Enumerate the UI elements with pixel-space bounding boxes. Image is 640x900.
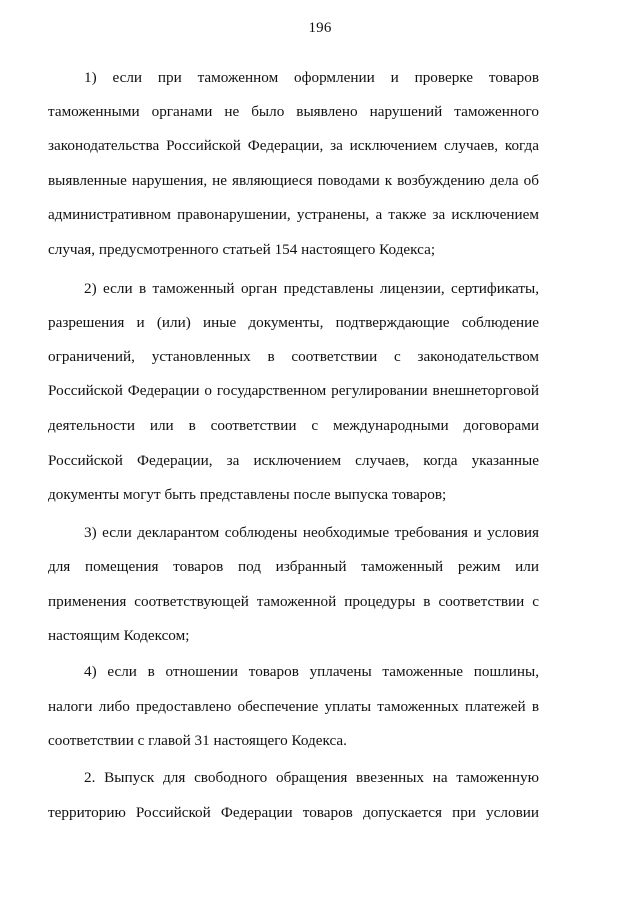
paragraph-4-line-3: соответствии с главой 31 настоящего Кодекса. xyxy=(48,732,347,749)
page-number: 196 xyxy=(308,20,332,36)
paragraph-2-line-6: Российской Федерации, за исключением случаев, когда указанные xyxy=(48,452,539,469)
paragraph-1-line-3: законодательства Российской Федерации, за исключением случаев, когда xyxy=(48,137,539,154)
paragraph-1-line-1: 1) если при таможенном оформлении и проверке товаров xyxy=(84,69,539,86)
paragraph-1-line-2: таможенными органами не было выявлено нарушений таможенного xyxy=(48,103,539,120)
paragraph-1-line-4: выявленные нарушения, не являющиеся поводами к возбуждению дела об xyxy=(48,172,539,189)
paragraph-3-line-2: для помещения товаров под избранный таможенный режим или xyxy=(48,558,539,575)
paragraph-2-line-5: деятельности или в соответствии с международными договорами xyxy=(48,417,539,434)
paragraph-3-line-4: настоящим Кодексом; xyxy=(48,627,190,644)
paragraph-4-line-2: налоги либо предоставлено обеспечение уплаты таможенных платежей в xyxy=(48,698,539,715)
paragraph-2-line-4: Российской Федерации о государственном регулировании внешнеторговой xyxy=(48,382,539,399)
paragraph-4-line-1: 4) если в отношении товаров уплачены таможенные пошлины, xyxy=(84,663,539,680)
paragraph-1-line-5: административном правонарушении, устранены, а также за исключением xyxy=(48,206,539,223)
paragraph-3-line-3: применения соответствующей таможенной процедуры в соответствии с xyxy=(48,593,539,610)
paragraph-2-line-7: документы могут быть представлены после выпуска товаров; xyxy=(48,486,447,503)
paragraph-2-line-3: ограничений, установленных в соответствии с законодательством xyxy=(48,348,539,365)
paragraph-2-line-1: 2) если в таможенный орган представлены лицензии, сертификаты, xyxy=(84,280,539,297)
paragraph-5-line-2: территорию Российской Федерации товаров допускается при условии xyxy=(48,804,539,821)
paragraph-5-line-1: 2. Выпуск для свободного обращения ввезенных на таможенную xyxy=(84,769,539,786)
paragraph-1-line-6: случая, предусмотренного статьей 154 настоящего Кодекса; xyxy=(48,241,436,258)
paragraph-3-line-1: 3) если декларантом соблюдены необходимые требования и условия xyxy=(84,524,539,541)
paragraph-2-line-2: разрешения и (или) иные документы, подтверждающие соблюдение xyxy=(48,314,539,331)
